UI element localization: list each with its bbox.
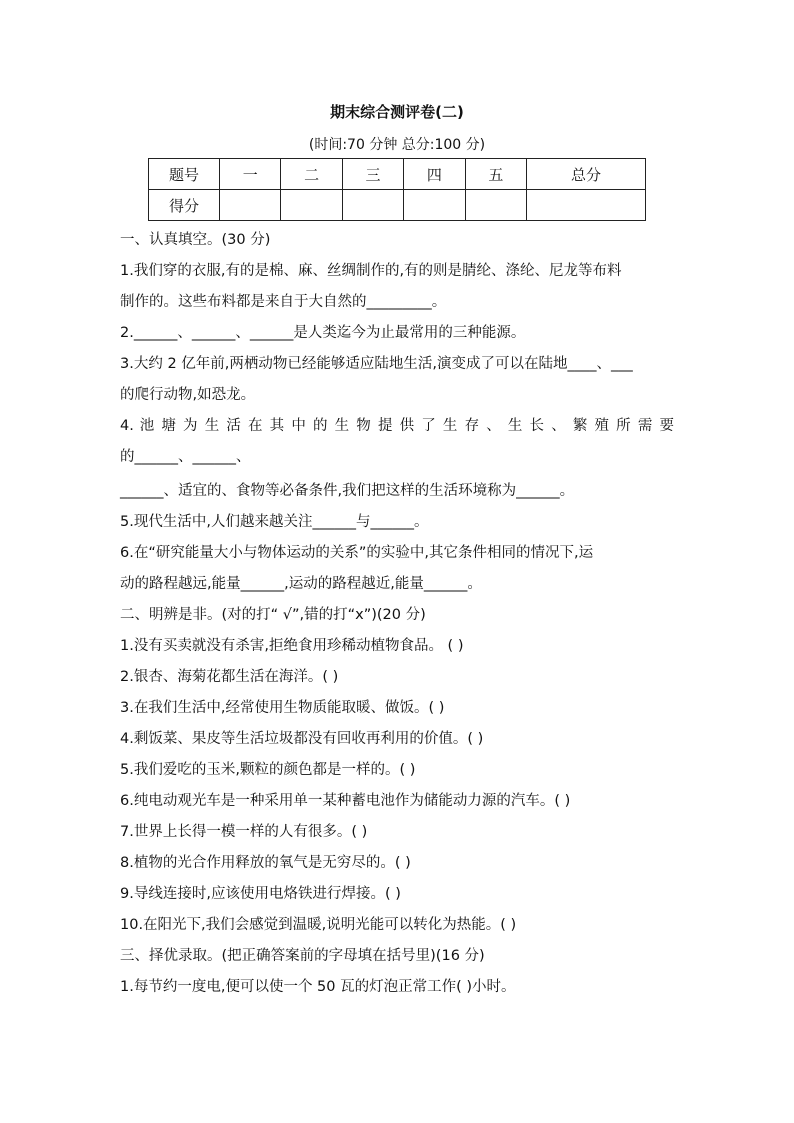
table-cell: 五 [465,159,526,190]
question-text: 9.导线连接时,应该使用电烙铁进行焊接。( ) [120,886,401,902]
table-cell: 总分 [527,159,646,190]
question-text: 4.剩饭菜、果皮等生活垃圾都没有回收再利用的价值。( ) [120,731,484,747]
question-text: 1.我们穿的衣服,有的是棉、麻、丝绸制作的,有的则是腈纶、涤纶、尼龙等布料 [120,263,622,279]
question-text: 3.在我们生活中,经常使用生物质能取暖、做饭。( ) [120,700,445,716]
question-text: 2.银杏、海菊花都生活在海洋。( ) [120,669,339,685]
table-cell: 题号 [149,159,220,190]
score-entry-cell [527,190,646,221]
score-entry-cell [465,190,526,221]
question-text: 2.______、______、______是人类迄今为止最常用的三种能源。 [120,325,526,341]
table-cell: 二 [281,159,342,190]
score-entry-cell [342,190,403,221]
question-text: 1.每节约一度电,便可以使一个 50 瓦的灯泡正常工作( )小时。 [120,979,516,995]
question-text: ______、适宜的、食物等必备条件,我们把这样的生活环境称为______。 [120,483,575,499]
question-text: 5.现代生活中,人们越来越关注______与______。 [120,514,429,530]
question-text: 1.没有买卖就没有杀害,拒绝食用珍稀动植物食品。 ( ) [120,638,464,654]
question-text: 3.大约 2 亿年前,两栖动物已经能够适应陆地生活,演变成了可以在陆地____、___ [120,356,633,372]
score-table [148,158,646,221]
question-text: 的爬行动物,如恐龙。 [120,387,256,403]
question-text: 制作的。这些布料都是来自于大自然的_________。 [120,294,447,310]
section-heading: 三、择优录取。(把正确答案前的字母填在括号里)(16 分) [120,948,485,964]
table-cell: 四 [404,159,465,190]
question-text: 8.植物的光合作用释放的氧气是无穷尽的。( ) [120,855,411,871]
score-entry-cell [404,190,465,221]
question-text: 10.在阳光下,我们会感觉到温暖,说明光能可以转化为热能。( ) [120,917,517,933]
question-text: 5.我们爱吃的玉米,颗粒的颜色都是一样的。( ) [120,762,416,778]
section-heading: 二、明辨是非。(对的打“ √”,错的打“x”)(20 分) [120,607,426,623]
score-entry-cell [281,190,342,221]
page-title: 期末综合测评卷(二) [330,103,464,121]
question-text: 动的路程越远,能量______,运动的路程越近,能量______。 [120,576,482,592]
question-text: 7.世界上长得一模一样的人有很多。( ) [120,824,368,840]
question-text: 6.在“研究能量大小与物体运动的关系”的实验中,其它条件相同的情况下,运 [120,545,594,561]
question-text: 的______、______、 [120,449,251,465]
table-cell: 得分 [149,190,220,221]
section-heading: 一、认真填空。(30 分) [120,232,271,248]
page-subtitle: (时间:70 分钟 总分:100 分) [308,137,486,153]
question-text: 4. 池 塘 为 生 活 在 其 中 的 生 物 提 供 了 生 存 、 生 长 、 繁 殖 所 需 要 [120,418,674,434]
score-table-score-row [149,190,646,221]
table-cell: 三 [342,159,403,190]
table-cell: 一 [220,159,281,190]
question-text: 6.纯电动观光车是一种采用单一某种蓄电池作为储能动力源的汽车。( ) [120,793,571,809]
score-entry-cell [220,190,281,221]
score-table-header-row [149,159,646,190]
